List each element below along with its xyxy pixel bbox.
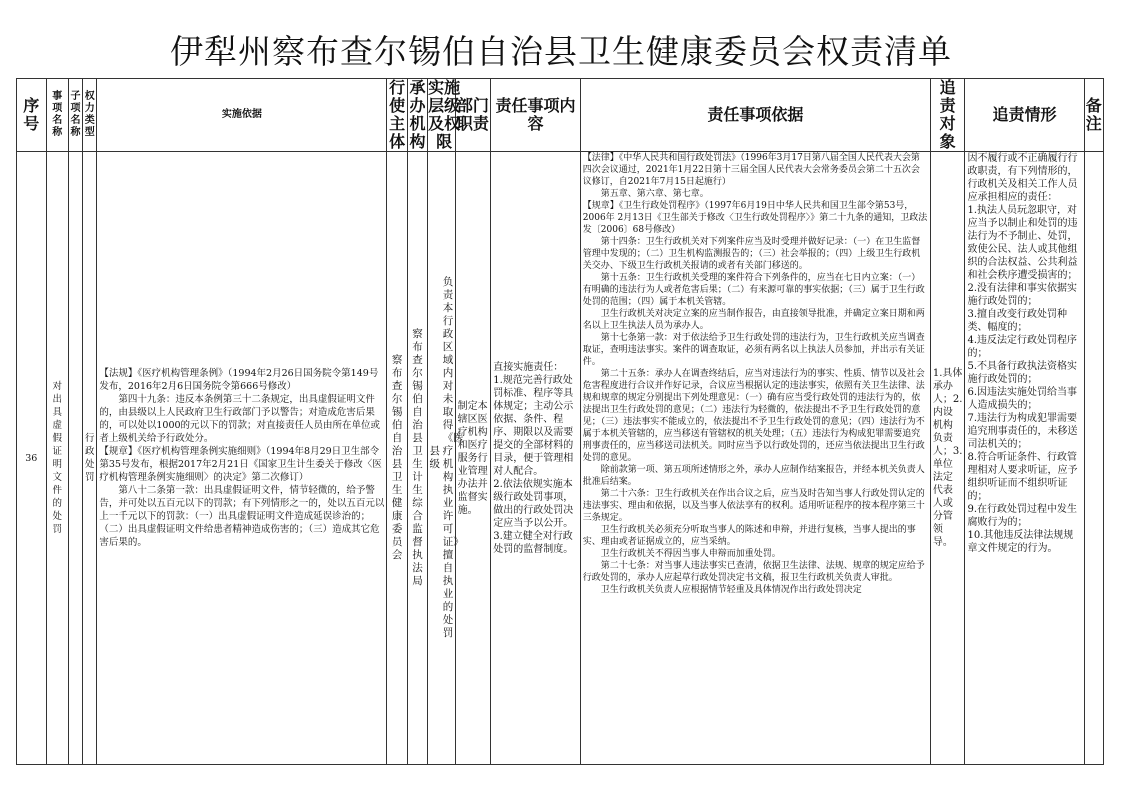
header-level: 实施层级及权限 xyxy=(428,78,461,151)
header-basis: 实施依据 xyxy=(97,79,387,152)
case-line: 4.违反法定行政处罚程序的； xyxy=(967,335,1078,359)
cell-resp-basis xyxy=(580,152,930,765)
resp-basis-paragraph: 【法律】《中华人民共和国行政处罚法》（1996年3月17日第八届全国人民代表大会第四次会议通过，2021年1月22日第十三届全国人民代表大会常务委员会第二十五次会议修订，自2021年7月15日起施行） xyxy=(582,153,920,187)
resp-content-line: 2.依法依规实施本级行政处罚事项，做出的行政处罚决定应当予以公开。 xyxy=(493,478,574,529)
header-remark: 备注 xyxy=(1084,79,1103,152)
case-line: 10.其他违反法律法规规章文件规定的行为。 xyxy=(967,530,1074,554)
case-line: 2.没有法律和事实依据实施行政处罚的； xyxy=(967,283,1078,307)
basis-paragraph: 第四十九条：违反本条例第三十二条规定，出具虚假证明文件的，由县级以上人民政府卫生行政部门予以警告；对造成危害后果的，可以处以1000的元以下的罚款；对直接责任人员由所在单位或者上级机关给予行政处分。 xyxy=(99,394,381,444)
resp-basis-paragraph: 卫生行政机关必须充分听取当事人的陈述和申辩，并进行复核，当事人提出的事实、理由或者证据成立的，应当采纳。 xyxy=(582,525,916,547)
cell-accountability-cases xyxy=(965,152,1084,765)
resp-basis-paragraph: 第十七条第一款：对于依法给予卫生行政处罚的违法行为，卫生行政机关应当调查取证，查明违法事实。案件的调查取证，必须有两名以上执法人员参加，并出示有关证件。 xyxy=(582,333,925,367)
resp-basis-paragraph: 除前款第一项、第五项所述情形之外，承办人应制作结案报告，并经本机关负责人批准后结案。 xyxy=(582,465,925,487)
case-line: 9.在行政处罚过程中发生腐败行为的； xyxy=(967,504,1078,528)
case-line: 3.擅自改变行政处罚种类、幅度的； xyxy=(967,309,1068,333)
header-seq: 序号 xyxy=(17,79,47,152)
cell-dept-duty: 制定本辖区医疗机构和医疗服务行业管理办法并监督实施。 xyxy=(455,152,491,765)
resp-basis-paragraph: 第二十五条：承办人在调查终结后，应当对违法行为的事实、性质、情节以及社会危害程度进行合议并作好记录，合议应当根据认定的违法事实，依照有关卫生法律、法规和规章的规定分别提出下列处理意见：（一）确有应当受行政处罚的违法行为的，依法提出卫生行政处罚的意见；（二）违法行为轻微的，依法提出不予卫生行政处罚的意见；（三）违法事实不能成立的，依法提出不予卫生行政处罚的意见；（四）违法行为不属于本机关管辖的，应当移送有管辖权的机关处理；（五）违法行为构成犯罪需要追究刑事责任的，应当移送司法机关。同时应当予以行政处罚的，还应当依法提出卫生行政处罚的意见。 xyxy=(582,369,925,463)
responsibility-table xyxy=(16,78,1104,765)
header-subject: 行使主体 xyxy=(387,79,407,152)
header-accountability-cases: 追责情形 xyxy=(965,79,1084,152)
header-item-name: 事项名称 xyxy=(46,79,68,152)
header-undertaking-org: 承办机构 xyxy=(407,79,427,152)
resp-basis-paragraph: 第十五条：卫生行政机关受理的案件符合下列条件的，应当在七日内立案：（一）有明确的违法行为人或者危害后果；（二）有来源可靠的事实依据；（三）属于卫生行政处罚的范围；（四）属于本机关管辖。 xyxy=(582,273,925,307)
cell-undertaking-org: 察布查尔锡伯自治县卫生计生综合监督执法局 xyxy=(407,152,427,765)
cell-power-type: 行政处罚 xyxy=(83,152,97,765)
case-line: 5.不具备行政执法资格实施行政处罚的； xyxy=(967,361,1078,385)
level-label: 县级 xyxy=(429,445,440,470)
case-line: 6.因违法实施处罚给当事人造成损失的； xyxy=(967,387,1078,411)
cell-resp-content xyxy=(491,152,581,765)
resp-content-line: 直接实施责任： xyxy=(493,361,564,373)
resp-content-line: 3.建立健全对行政处罚的监督制度。 xyxy=(493,530,574,555)
cell-remark xyxy=(1084,152,1103,765)
resp-basis-paragraph: 卫生行政机关对决定立案的应当制作报告，由直接领导批准，并确定立案日期和两名以上卫生执法人员为承办人。 xyxy=(582,309,925,331)
resp-basis-paragraph: 卫生行政机关负责人应根据情节轻重及具体情况作出行政处罚决定 xyxy=(600,585,862,595)
cell-item-name: 对出具虚假证明文件的处罚 xyxy=(46,152,68,765)
basis-paragraph: 第八十二条第一款：出具虚假证明文件，情节轻微的，给予警告，并可处以五百元以下的罚款；有下列情形之一的，处以五百元以上一千元以下的罚款：（一）出具虚假证明文件造成延误诊治的；（二）出具虚假证明文件给患者精神造成伤害的；（三）造成其它危害后果的。 xyxy=(99,485,385,548)
case-line: 7.违法行为构成犯罪需要追究刑事责任的，未移送司法机关的； xyxy=(967,413,1078,450)
header-accountability-target: 追责对象 xyxy=(930,79,965,152)
case-line: 8.符合听证条件、行政管理相对人要求听证，应予组织听证而不组织听证的； xyxy=(967,452,1078,502)
cell-accountability-target: 1.具体承办人；2.内设机构负责人；3.单位法定代表人或分管领导。 xyxy=(930,152,965,765)
header-resp-content: 责任事项内容 xyxy=(491,79,581,152)
resp-content-line: 1.规范完善行政处罚标准、程序等具体规定；主动公示依据、条件、程序、期限以及需要提交的全部材料的目录，便于管理相对人配合。 xyxy=(493,374,574,477)
cell-seq: 36 xyxy=(17,152,47,765)
authority-text: 负责本行政区域内对未取得《医疗机构执业许可证》擅自执业的处罚 xyxy=(442,276,464,639)
resp-basis-paragraph: 第十四条：卫生行政机关对下列案件应当及时受理并做好记录：（一）在卫生监督管理中发现的；（二）卫生机构监测报告的；（三）社会举报的；（四）上级卫生行政机关交办、下级卫生行政机关报请的或者有关部门移送的。 xyxy=(582,237,921,271)
cell-level xyxy=(428,152,464,765)
page-title: 伊犁州察布查尔锡伯自治县卫生健康委员会权责清单 xyxy=(170,32,952,71)
header-dept-duty: 部门职责 xyxy=(455,79,491,152)
cell-sub-item-name xyxy=(68,152,82,765)
resp-basis-paragraph: 卫生行政机关不得因当事人申辩而加重处罚。 xyxy=(600,549,781,559)
header-sub-item-name: 子项名称 xyxy=(68,79,82,152)
case-line: 因不履行或不正确履行行政职责，有下列情形的，行政机关及相关工作人员应承担相应的责任： xyxy=(967,153,1078,203)
table-row xyxy=(17,152,1104,765)
resp-basis-paragraph: 第五章、第六章、第七章。 xyxy=(600,189,709,199)
basis-paragraph: 【法规】《医疗机构管理条例》（1994年2月26日国务院令第149号发布，2016年2月6日国务院令第666号修改） xyxy=(99,368,379,392)
header-resp-basis: 责任事项依据 xyxy=(580,79,930,152)
table-header-row xyxy=(17,79,1104,152)
basis-paragraph: 【规章】《医疗机构管理条例实施细则》（1994年8月29日卫生部令第35号发布，根据2017年2月21日《国家卫生计生委关于修改〈医疗机构管理条例实施细则〉的决定》第二次修订） xyxy=(99,446,382,483)
case-line: 1.执法人员玩忽职守，对应当予以制止和处罚的违法行为不予制止、处罚，致使公民、法人或其他组织的合法权益、公共利益和社会秩序遭受损害的； xyxy=(967,205,1078,281)
resp-basis-paragraph: 第二十六条：卫生行政机关在作出合议之后，应当及时告知当事人行政处罚认定的违法事实、理由和依据，以及当事人依法享有的权利。适用听证程序的按本程序第三十三条规定。 xyxy=(582,489,925,523)
resp-basis-paragraph: 【规章】《卫生行政处罚程序》（1997年6月19日中华人民共和国卫生部令第53号，2006年 2月13日《卫生部关于修改〈卫生行政处罚程序〉》第二十九条的通知，卫政法发〔2006〕68号修改） xyxy=(582,201,928,235)
header-power-type: 权力类型 xyxy=(83,79,97,152)
cell-subject: 察布查尔锡伯自治县卫生健康委员会 xyxy=(387,152,407,765)
resp-basis-paragraph: 第二十七条：对当事人违法事实已查清，依据卫生法律、法规、规章的规定应给予行政处罚的，承办人应起草行政处罚决定书文稿，报卫生行政机关负责人审批。 xyxy=(582,561,925,583)
cell-basis xyxy=(97,152,387,765)
